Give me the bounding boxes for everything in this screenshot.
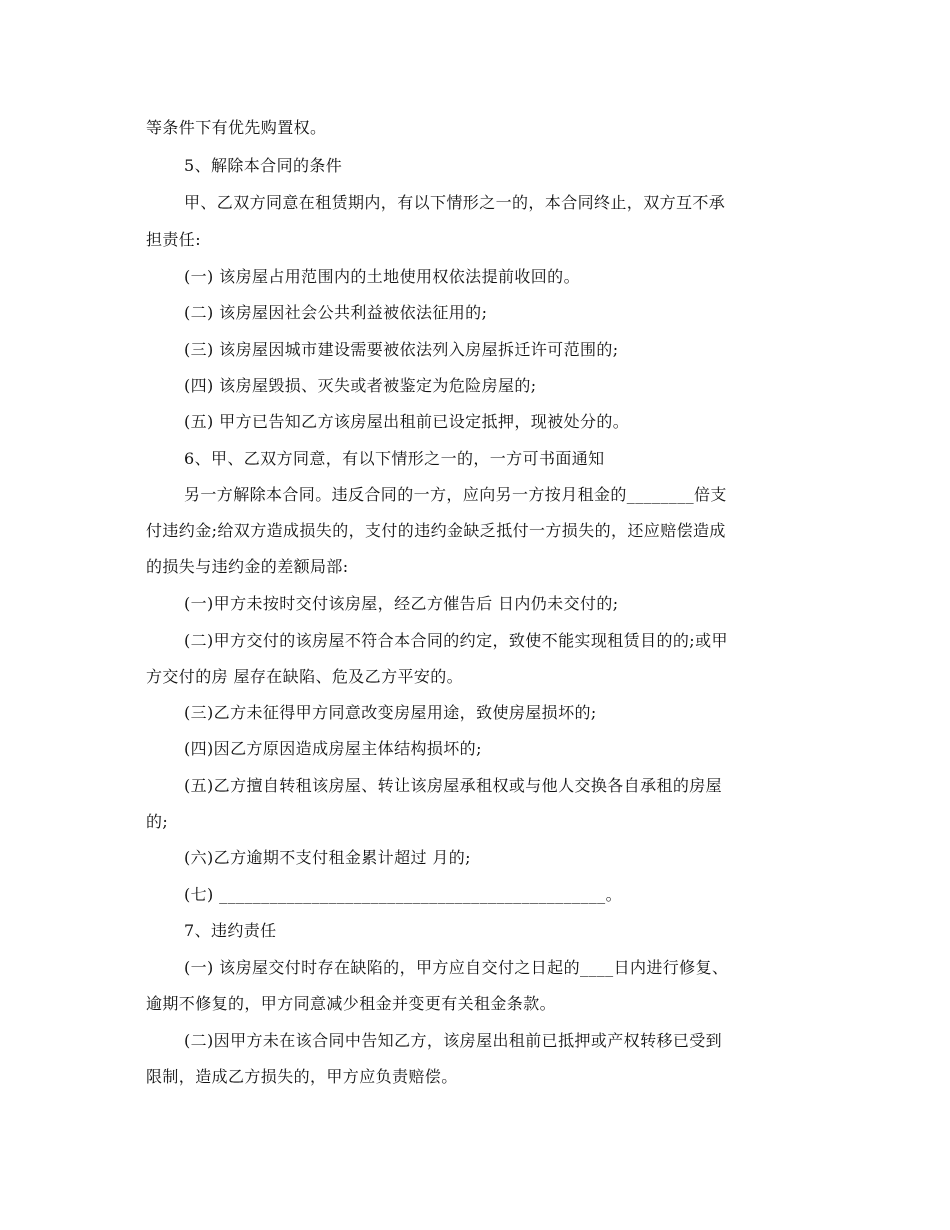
text-line: 方交付的房 屋存在缺陷、危及乙方平安的。: [146, 667, 464, 686]
list-item: (一) 该房屋交付时存在缺陷的，甲方应自交付之日起的____日内进行修复、: [184, 958, 729, 977]
list-item: (二)因甲方未在该合同中告知乙方，该房屋出租前已抵押或产权转移已受到: [184, 1031, 723, 1050]
text-line: 的损失与违约金的差额局部:: [146, 557, 349, 576]
list-item: (一)甲方未按时交付该房屋，经乙方催告后 日内仍未交付的;: [184, 594, 619, 613]
section-heading: 5、解除本合同的条件: [184, 156, 343, 175]
text-line: 担责任:: [146, 230, 201, 249]
section-heading: 6、甲、乙双方同意，有以下情形之一的，一方可书面通知: [184, 449, 605, 468]
text-line: 等条件下有优先购置权。: [146, 118, 327, 137]
list-item: (三)乙方未征得甲方同意改变房屋用途，致使房屋损坏的;: [184, 703, 597, 722]
list-item: (五)乙方擅自转租该房屋、转让该房屋承租权或与他人交换各自承租的房屋: [184, 776, 723, 795]
text-line: 限制，造成乙方损失的，甲方应负责赔偿。: [146, 1067, 458, 1086]
list-item: (三) 该房屋因城市建设需要被依法列入房屋拆迁许可范围的;: [184, 340, 619, 359]
text-line: 逾期不修复的，甲方同意减少租金并变更有关租金条款。: [146, 994, 557, 1013]
list-item: (一) 该房屋占用范围内的土地使用权依法提前收回的。: [184, 267, 580, 286]
list-item: (七) ______________________________________________。: [184, 885, 622, 904]
list-item: (四)因乙方原因造成房屋主体结构损坏的;: [184, 739, 482, 758]
section-heading: 7、违约责任: [184, 921, 277, 940]
list-item: (二)甲方交付的该房屋不符合本合同的约定，致使不能实现租赁目的的;或甲: [184, 631, 728, 650]
text-line: 甲、乙双方同意在租赁期内，有以下情形之一的，本合同终止，双方互不承: [184, 193, 726, 212]
list-item: (四) 该房屋毁损、灭失或者被鉴定为危险房屋的;: [184, 376, 537, 395]
text-line: 另一方解除本合同。违反合同的一方，应向另一方按月租金的________倍支: [184, 485, 727, 504]
list-item: (二) 该房屋因社会公共利益被依法征用的;: [184, 303, 488, 322]
list-item: (六)乙方逾期不支付租金累计超过 月的;: [184, 848, 471, 867]
text-line: 的;: [146, 812, 169, 831]
text-line: 付违约金;给双方造成损失的，支付的违约金缺乏抵付一方损失的，还应赔偿造成: [146, 521, 726, 540]
list-item: (五) 甲方已告知乙方该房屋出租前已设定抵押，现被处分的。: [184, 412, 630, 431]
